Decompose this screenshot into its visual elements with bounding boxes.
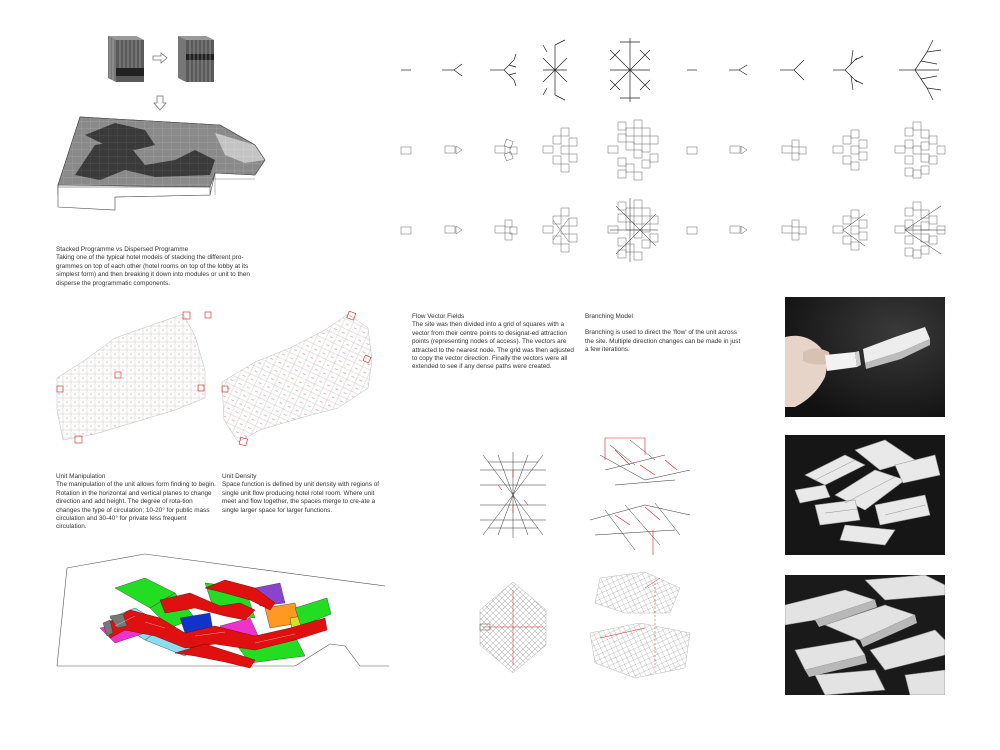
branching-caption — [585, 313, 745, 355]
stacked-building-block — [100, 30, 160, 88]
flow-caption-body: The site was then divided into a grid of squares with a vector from their centre points to designat-ed attraction points (representing nodes of access). The vectors are attracted to the nearest node. The grid was then adjusted to copy the vector direction. Finally the vectors were all extended to see if any dense paths were created. — [412, 321, 574, 371]
photo-model-detail — [785, 435, 945, 555]
vector-field-diagram-1 — [478, 450, 548, 540]
site-mass-model — [55, 115, 270, 215]
density-caption-body: Space function is defined by unit density with regions of single unit flow producing hotel rotel room. Where unit meet and flow together, the spaces merge to cre-ate a single larger space for larger functions. — [222, 481, 380, 514]
photo-model-overview — [785, 575, 945, 695]
density-caption — [222, 473, 387, 515]
arrow-right-icon — [152, 52, 168, 64]
unit-density-grid — [220, 310, 385, 450]
stacked-caption-body: Taking one of the typical hotel models of stacking the different pro-grammes on top of each other (hotel rooms on top of the lobby at its simplest form) and then breaking it down into modules or unit to then disperse the programmatic components. — [56, 254, 250, 287]
stacked-caption-title: Stacked Programme vs Dispersed Programme — [56, 246, 189, 253]
manipulation-caption — [56, 473, 216, 532]
branching-caption-body: Branching is used to direct the 'flow' of the unit across the site. Multiple direction changes can be made in just a few iterations. — [585, 329, 741, 354]
manipulation-caption-title: Unit Manipulation — [56, 473, 106, 480]
stacked-caption — [56, 246, 261, 288]
manipulation-caption-body: The manipulation of the unit allows form finding to begin. Rotation in the horizontal and vertical planes to change direction and add height. The degree of rota-tion changes the type of circulation; 10-20° for public mass circulation and 30-40° for private less frequent circulation. — [56, 481, 216, 531]
vector-field-diagram-4 — [585, 568, 695, 683]
branching-iterations-diagram — [395, 25, 960, 275]
photo-unit-hand — [785, 297, 945, 417]
flow-caption-title: Flow Vector Fields — [412, 313, 465, 320]
vector-field-diagram-2 — [585, 435, 695, 560]
dispersed-building-block — [170, 30, 230, 88]
vector-field-diagram-3 — [478, 580, 548, 675]
flow-caption — [412, 313, 577, 372]
unit-manipulation-grid — [55, 310, 220, 450]
branching-caption-title: Branching Model — [585, 313, 633, 320]
arrow-down-icon — [153, 95, 167, 111]
density-caption-title: Unit Density — [222, 473, 257, 480]
colored-unit-model — [55, 548, 390, 676]
